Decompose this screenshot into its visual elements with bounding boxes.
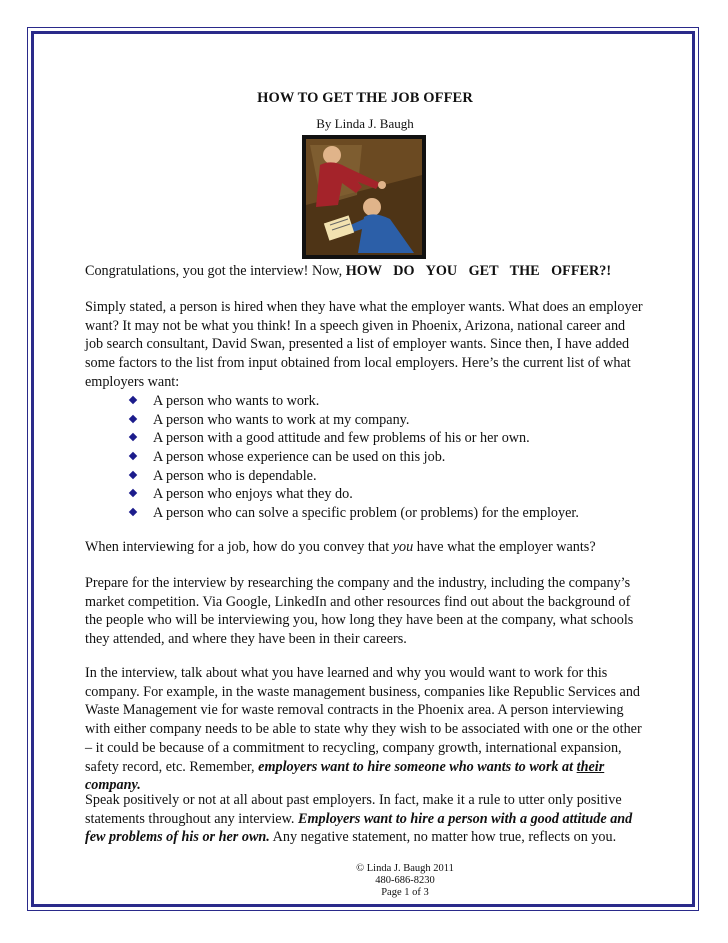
list-item: A person who wants to work. — [128, 392, 579, 411]
employer-wants-list — [128, 392, 579, 523]
paragraph-prepare: Prepare for the interview by researching the company and the industry, including the company’s market competition. Via Google, LinkedIn and other resources find out about the background of the people who will be interviewing you, how long they have been at the company, what schools they attended, and where they have been in their careers. — [85, 575, 634, 648]
footer-phone: 480-686-8230 — [375, 875, 435, 886]
bullet-diamond-icon — [129, 396, 137, 404]
bullet-diamond-icon — [129, 471, 137, 479]
business-meeting-illustration — [302, 135, 426, 259]
paragraph-positive: Speak positively or not at all about past employers. In fact, make it a rule to utter only positive statements throughout any interview. Employers want to hire a person with a good attitude and few problems of his or her own. Any negative statement, no matter how true, reflects on you. — [85, 792, 633, 846]
bullet-diamond-icon — [129, 414, 137, 422]
footer-page-number: Page 1 of 3 — [381, 887, 429, 898]
list-item: A person who wants to work at my company. — [128, 411, 579, 430]
document-byline: By Linda J. Baugh — [316, 116, 414, 131]
list-item: A person who is dependable. — [128, 467, 579, 486]
intro-paragraph: Congratulations, you got the interview! Now, HOW DO YOU GET THE OFFER?! — [85, 263, 612, 279]
paragraph-convey: When interviewing for a job, how do you convey that you have what the employer wants? — [85, 539, 596, 555]
intro-emphasis: HOW DO YOU GET THE OFFER?! — [345, 263, 612, 279]
paragraph-employer-wants: Simply stated, a person is hired when they have what the employer wants. What does an employer want? It may not be what you think! In a speech given in Phoenix, Arizona, national career and job search consultant, David Swan, presented a list of employer wants. Since then, I have added some factors to the list from input obtained from local employers. Here’s the current list of what employers want: — [85, 299, 643, 390]
list-item: A person who enjoys what they do. — [128, 485, 579, 504]
page-footer — [325, 863, 485, 899]
bullet-diamond-icon — [129, 489, 137, 497]
footer-copyright: © Linda J. Baugh 2011 — [356, 863, 454, 874]
bullet-diamond-icon — [129, 508, 137, 516]
document-title: HOW TO GET THE JOB OFFER — [257, 90, 473, 106]
bullet-diamond-icon — [129, 433, 137, 441]
paragraph-interview: In the interview, talk about what you have learned and why you would want to work for this company. For example, in the waste management business, companies like Republic Services and Waste Management vie for waste removal contracts in the Phoenix area. A person interviewing with either company needs to be able to state why they wish to be associated with one or the other – it could be because of a commitment to recycling, company growth, international expansion, safety record, etc. Remember, employers want to hire someone who wants to work at their company. — [85, 665, 642, 794]
bullet-diamond-icon — [129, 452, 137, 460]
list-item: A person who can solve a specific problem (or problems) for the employer. — [128, 504, 579, 523]
list-item: A person whose experience can be used on this job. — [128, 448, 579, 467]
list-item: A person with a good attitude and few problems of his or her own. — [128, 429, 579, 448]
